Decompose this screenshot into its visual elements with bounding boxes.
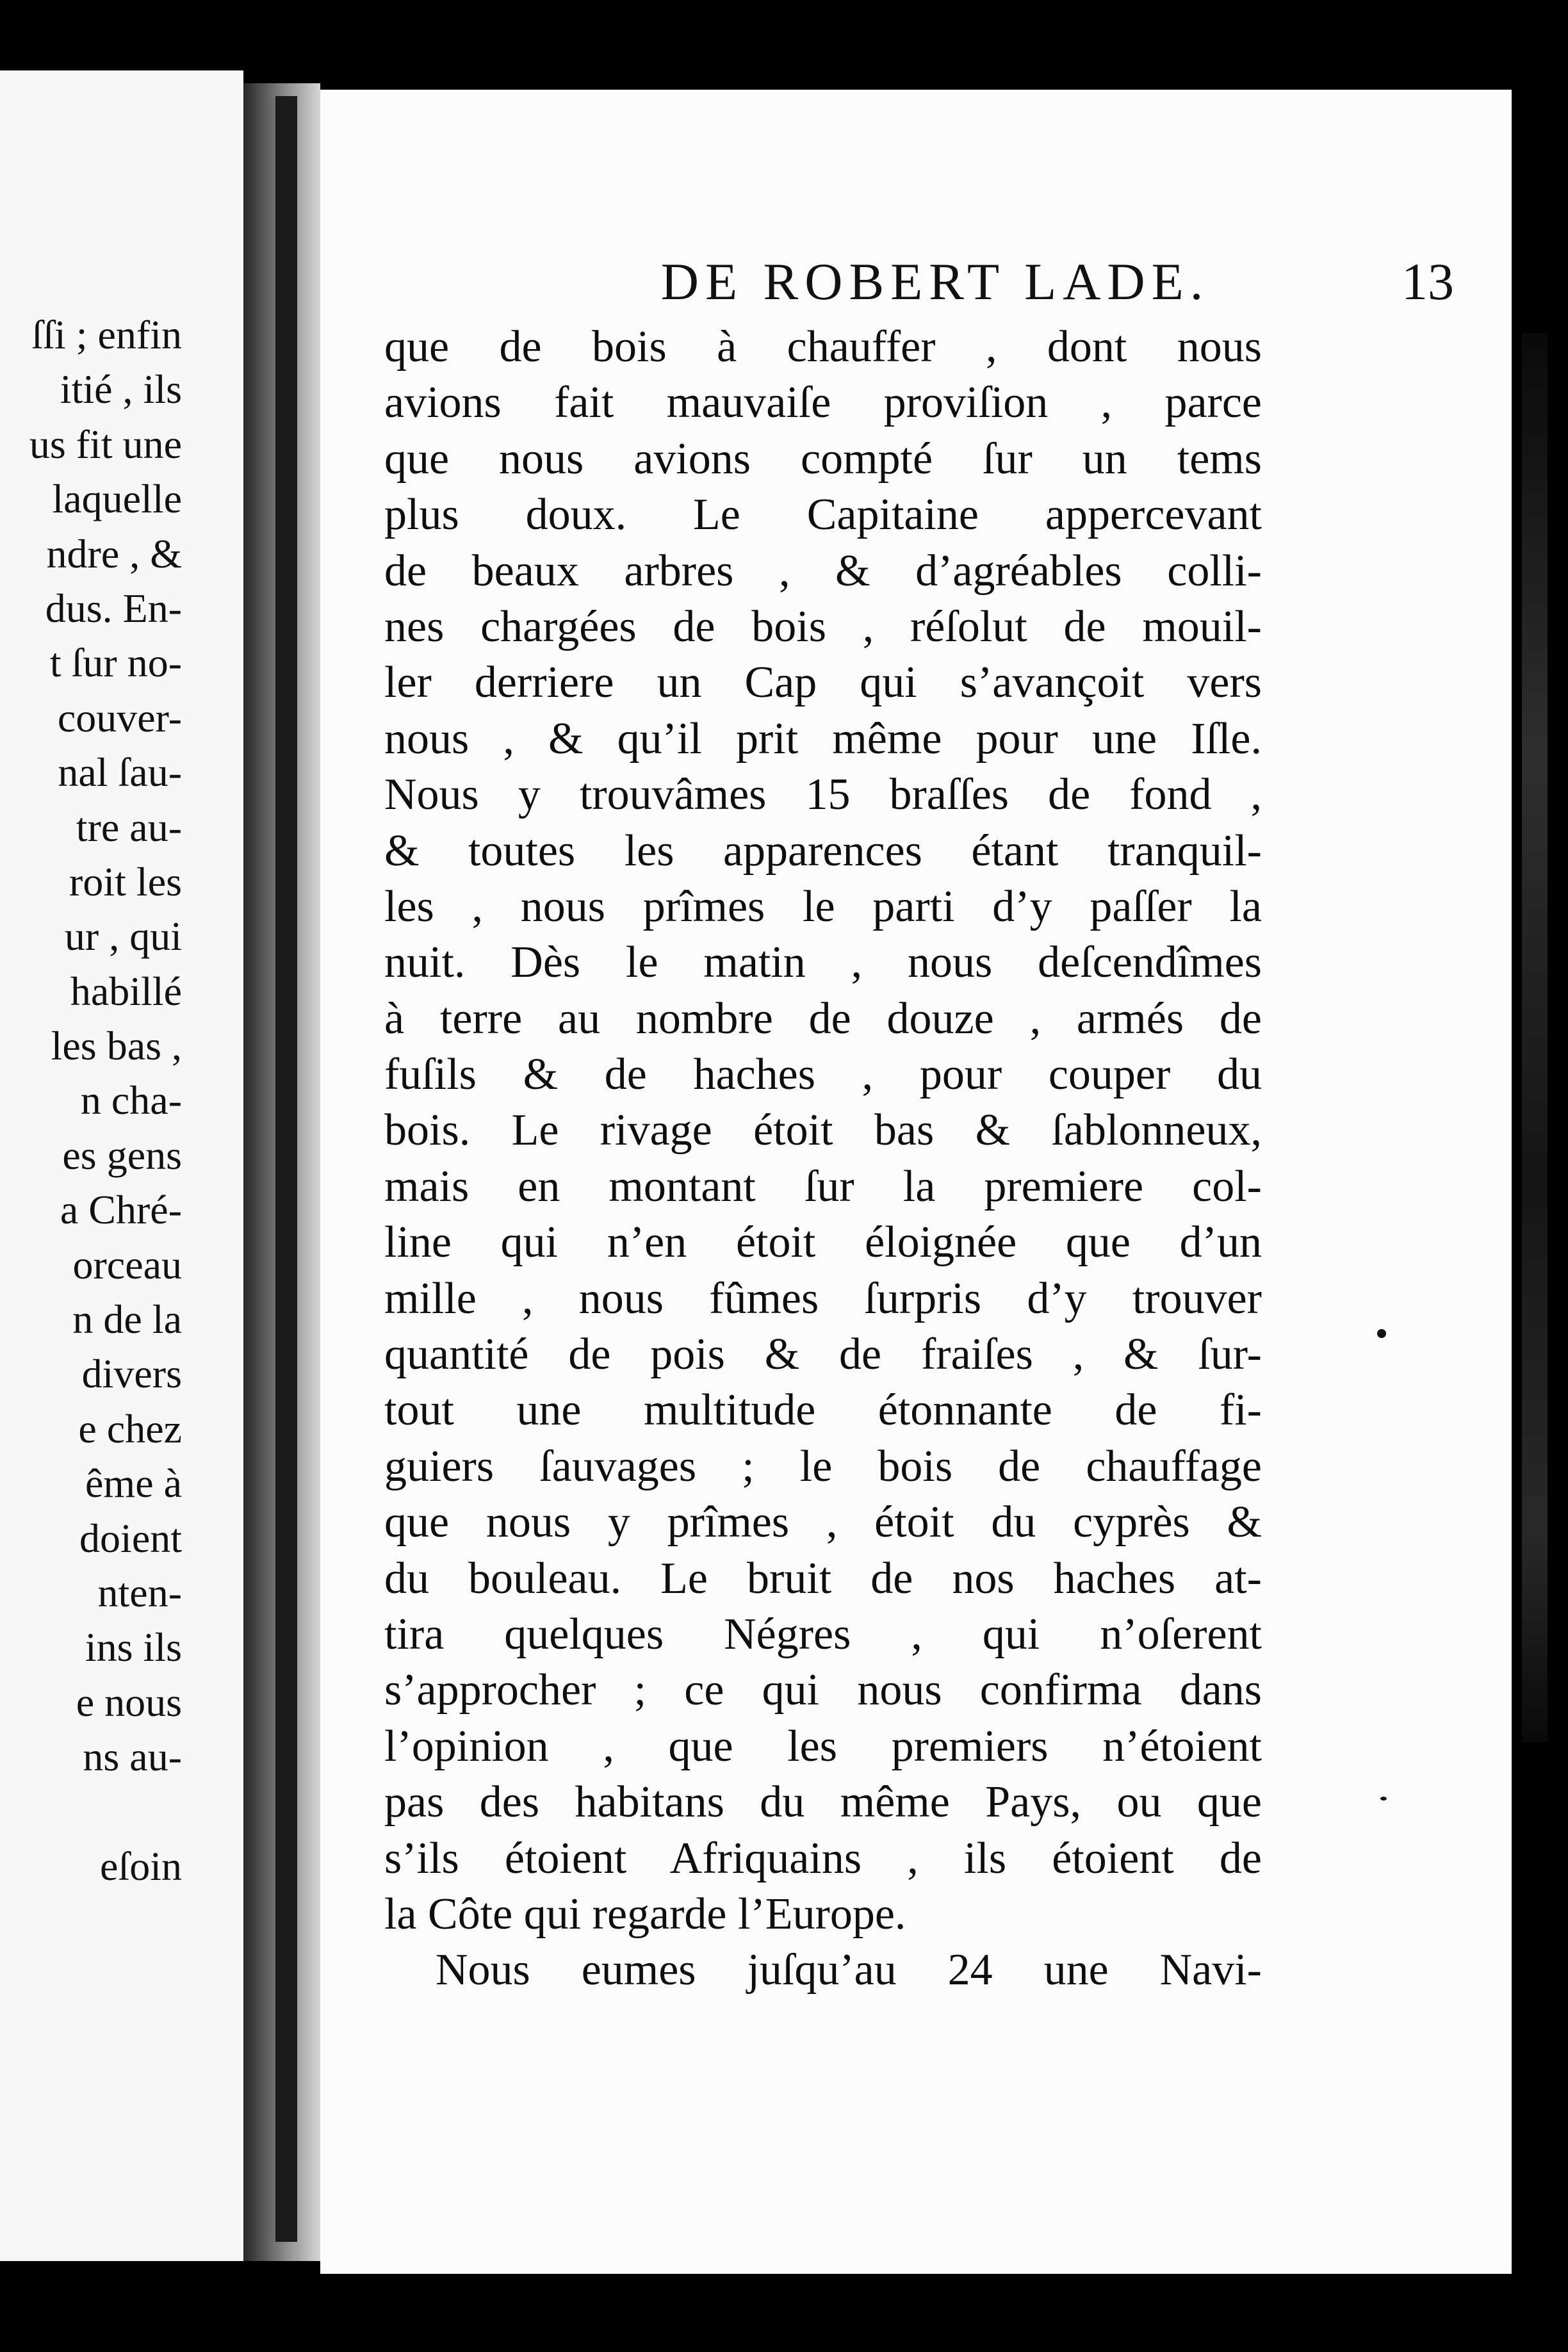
left-page-line: t ſur no- xyxy=(49,640,182,686)
text-line: plus doux. Le Capitaine appercevant xyxy=(384,490,1262,540)
left-page-line: dus. En- xyxy=(45,585,182,631)
text-line: que nous avions compté ſur un tems xyxy=(384,434,1262,484)
left-page-line: ur , qui xyxy=(64,913,182,960)
text-line: tout une multitude étonnante de fi- xyxy=(384,1385,1262,1435)
text-line: mais en montant ſur la premiere col- xyxy=(384,1161,1262,1211)
left-page-line: divers xyxy=(81,1351,182,1397)
left-page-line: orceau xyxy=(72,1241,182,1287)
text-line: nuit. Dès le matin , nous deſcendîmes xyxy=(384,938,1262,988)
text-line: que nous y prîmes , étoit du cyprès & xyxy=(384,1498,1262,1548)
left-page-line: ns au- xyxy=(83,1734,182,1780)
left-page-line: e chez xyxy=(78,1405,182,1451)
text-line: ler derriere un Cap qui s’avançoit vers xyxy=(384,658,1262,708)
left-page-line: nal ſau- xyxy=(58,749,182,796)
text-line: de beaux arbres , & d’agréables colli- xyxy=(384,546,1262,596)
text-line: à terre au nombre de douze , armés de xyxy=(384,993,1262,1043)
left-page-line: es gens xyxy=(62,1132,182,1178)
left-page-line: us fit une xyxy=(29,421,182,467)
text-line: les , nous prîmes le parti d’y paſſer la xyxy=(384,881,1262,931)
text-line: s’ils étoient Afriquains , ils étoient de xyxy=(384,1833,1262,1883)
right-page xyxy=(320,90,1512,2274)
left-page-line: tre au- xyxy=(76,804,182,850)
left-page-line: a Chré- xyxy=(60,1187,182,1233)
running-title: DE ROBERT LADE. xyxy=(660,252,1210,311)
left-page-line: itié , ils xyxy=(60,366,182,412)
text-line: guiers ſauvages ; le bois de chauffage xyxy=(384,1441,1262,1491)
page-number: 13 xyxy=(1401,252,1454,311)
text-line: que de bois à chauffer , dont nous xyxy=(384,322,1262,372)
left-page-line: eſoin xyxy=(100,1843,182,1889)
text-line: tira quelques Négres , qui n’oſerent xyxy=(384,1609,1262,1659)
left-page-fragment xyxy=(0,70,243,2261)
left-page-line: habillé xyxy=(70,968,182,1014)
left-page-line: ſſi ; enfin xyxy=(31,312,182,357)
running-head xyxy=(320,243,1512,320)
text-line: & toutes les apparences étant tranquil- xyxy=(384,826,1262,876)
next-page-edge xyxy=(1522,333,1548,1742)
left-page-line: ins ils xyxy=(85,1624,182,1670)
left-page-line: roit les xyxy=(69,858,182,904)
left-page-line: couver- xyxy=(57,694,182,740)
text-line: fuſils & de haches , pour couper du xyxy=(384,1050,1262,1100)
ink-speck xyxy=(1380,1797,1387,1801)
left-page-line: doient xyxy=(79,1515,182,1561)
left-page-line: e nous xyxy=(76,1679,182,1725)
text-line: pas des habitans du même Pays, ou que xyxy=(384,1777,1262,1827)
left-page-line: ême à xyxy=(85,1460,182,1507)
left-page-line: les bas , xyxy=(51,1023,182,1069)
text-line: s’approcher ; ce qui nous confirma dans xyxy=(384,1665,1262,1715)
text-line: line qui n’en étoit éloignée que d’un xyxy=(384,1218,1262,1268)
text-line: Nous y trouvâmes 15 braſſes de fond , xyxy=(384,770,1262,820)
text-line: du bouleau. Le bruit de nos haches at- xyxy=(384,1553,1262,1603)
ink-speck xyxy=(1377,1329,1386,1338)
page-edge-shadow xyxy=(275,96,297,2242)
text-line: l’opinion , que les premiers n’étoient xyxy=(384,1721,1262,1771)
left-page-line: n cha- xyxy=(80,1077,182,1123)
text-line: la Côte qui regarde l’Europe. xyxy=(384,1889,906,1939)
left-page-line: nten- xyxy=(97,1569,182,1615)
text-line: quantité de pois & de fraiſes , & ſur- xyxy=(384,1330,1262,1380)
left-page-line: laquelle xyxy=(52,476,182,522)
body-text xyxy=(384,319,1262,1998)
left-page-text xyxy=(0,307,243,1893)
text-line: nous , & qu’il prit même pour une Iſle. xyxy=(384,714,1262,764)
left-page-line xyxy=(0,1784,243,1839)
text-line: nes chargées de bois , réſolut de mouil- xyxy=(384,601,1262,651)
text-line: Nous eumes juſqu’au 24 une Navi- xyxy=(436,1945,1262,1995)
text-line: mille , nous fûmes ſurpris d’y trouver xyxy=(384,1273,1262,1323)
left-page-line: n de la xyxy=(72,1296,182,1343)
left-page-line: ndre , & xyxy=(46,530,182,576)
text-line: bois. Le rivage étoit bas & ſablonneux, xyxy=(384,1106,1262,1156)
text-line: avions fait mauvaiſe proviſion , parce xyxy=(384,378,1262,428)
